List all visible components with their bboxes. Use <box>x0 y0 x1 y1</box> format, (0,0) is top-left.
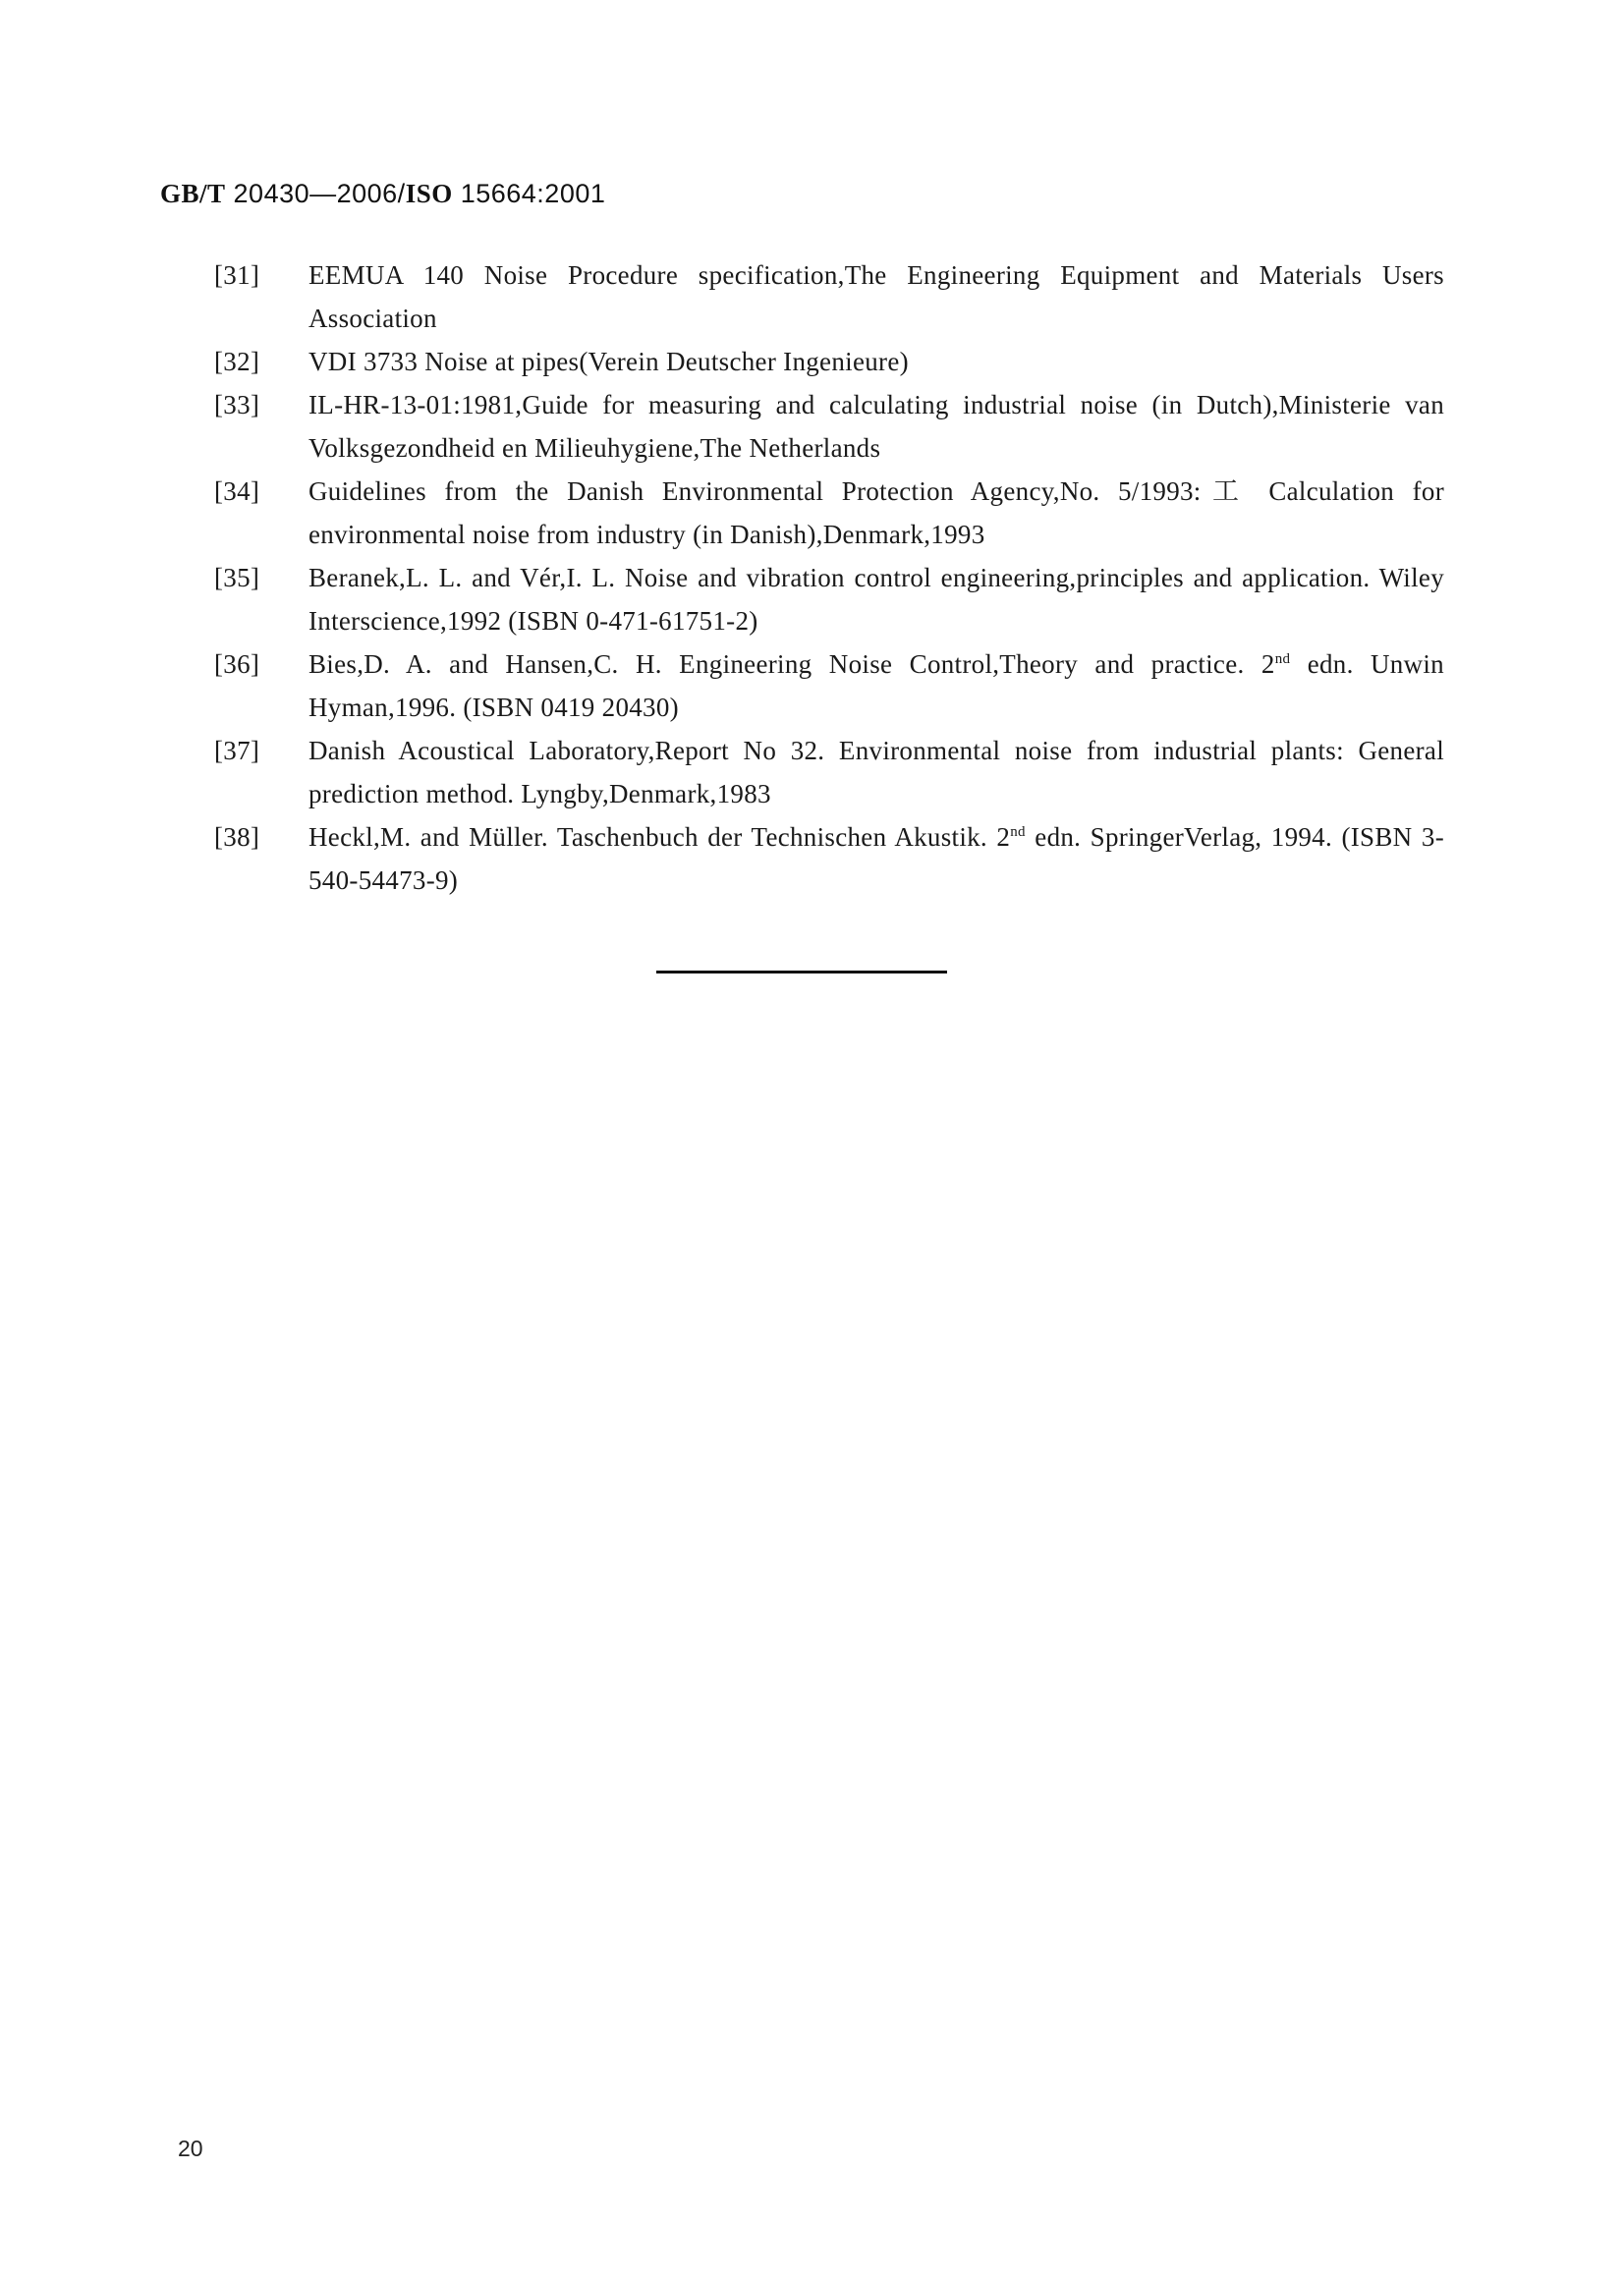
reference-number: [38] <box>214 822 260 852</box>
reference-list <box>214 253 1444 902</box>
reference-item <box>214 815 1444 902</box>
reference-text: IL-HR-13-01:1981,Guide for measuring and calculating industrial noise (in Dutch),Ministerie van Volksgezondheid en Milieuhygiene,The Netherlands <box>308 390 1444 463</box>
reference-number: [32] <box>214 347 260 376</box>
reference-item <box>214 729 1444 815</box>
reference-item <box>214 470 1444 556</box>
reference-text: EEMUA 140 Noise Procedure specification,The Engineering Equipment and Materials Users Association <box>308 260 1444 333</box>
ordinal-superscript: nd <box>1274 651 1291 667</box>
reference-text-main: Heckl,M. and Müller. Taschenbuch der Technischen Akustik. 2 <box>308 822 1011 852</box>
reference-text: Danish Acoustical Laboratory,Report No 32. Environmental noise from industrial plants: General prediction method. Lyngby,Denmark,1983 <box>308 736 1444 808</box>
reference-item <box>214 340 1444 383</box>
reference-text-main: Bies,D. A. and Hansen,C. H. Engineering Noise Control,Theory and practice. 2 <box>308 649 1275 679</box>
reference-item <box>214 556 1444 642</box>
reference-text-rest: edn. Unwin Hyman,1996. (ISBN 0419 20430) <box>308 649 1444 722</box>
reference-text: Beranek,L. L. and Vér,I. L. Noise and vibration control engineering,principles and application. Wiley Interscience,1992 (ISBN 0-471-61751-2) <box>308 563 1444 636</box>
reference-number: [37] <box>214 736 260 765</box>
standard-code: GB/T <box>160 179 226 208</box>
iso-code: ISO <box>405 179 453 208</box>
reference-item <box>214 383 1444 470</box>
standard-number: 20430—2006/ <box>225 179 406 208</box>
reference-text-rest: edn. SpringerVerlag, 1994. (ISBN 3-540-54473-9) <box>308 822 1445 895</box>
reference-text <box>308 649 1444 722</box>
reference-number: [35] <box>214 563 260 592</box>
ordinal-superscript: nd <box>1010 824 1026 840</box>
reference-text: Guidelines from the Danish Environmental Protection Agency,No. 5/1993:工 Calculation for environmental noise from industry (in Danish),Denmark,1993 <box>308 476 1444 549</box>
reference-number: [36] <box>214 649 260 679</box>
reference-text <box>308 822 1444 895</box>
page-number: 20 <box>178 2136 203 2161</box>
iso-number: 15664:2001 <box>452 179 606 208</box>
page-header <box>160 179 605 209</box>
reference-item <box>214 642 1444 729</box>
reference-number: [31] <box>214 260 260 290</box>
end-of-document-rule <box>656 971 947 974</box>
reference-item <box>214 253 1444 340</box>
reference-number: [34] <box>214 476 260 506</box>
reference-text: VDI 3733 Noise at pipes(Verein Deutscher Ingenieure) <box>308 347 909 376</box>
reference-number: [33] <box>214 390 260 419</box>
